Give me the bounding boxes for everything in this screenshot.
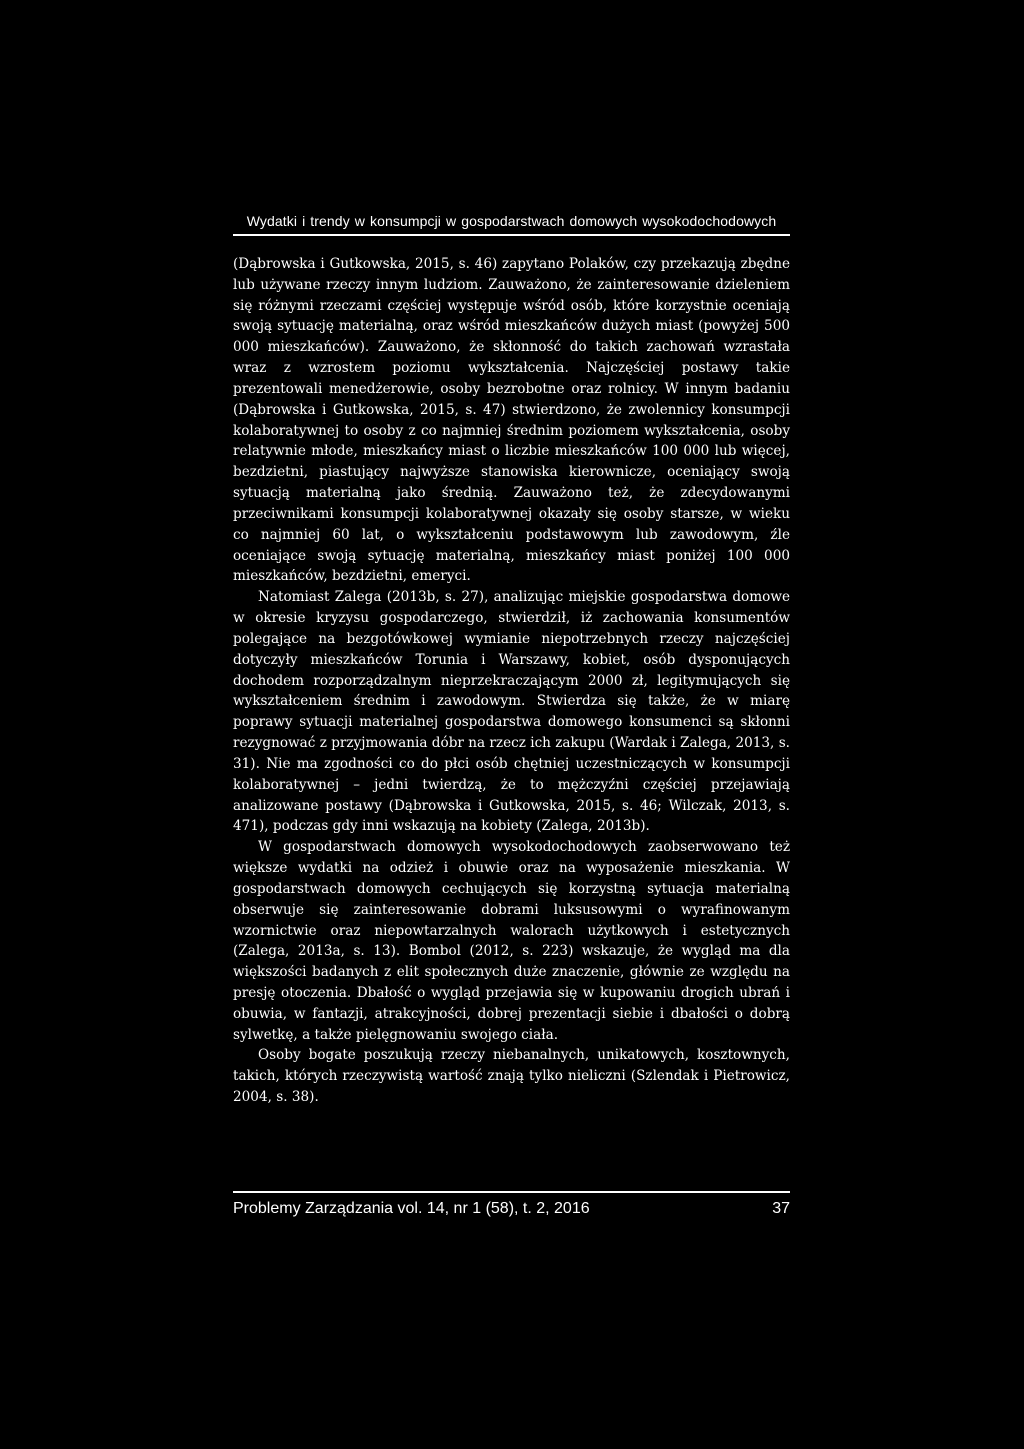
running-head: Wydatki i trendy w konsumpcji w gospodarstwach domowych wysokodochodowych [246,213,777,229]
article-body [233,254,790,1108]
paragraph-3: W gospodarstwach domowych wysokodochodowych zaobserwowano też większe wydatki na odzież i obuwie oraz na wyposażenie mieszkania. W gospodarstwach domowych cechujących się korzystną sytuacja materialną obserwuje się zainteresowanie dobrami luksusowymi o wyrafinowanym wzornictwie oraz niepowtarzalnych walorach użytkowych i estetycznych (Zalega, 2013a, s. 13). Bombol (2012, s. 223) wskazuje, że wygląd ma dla większości badanych z elit społecznych duże znaczenie, głównie ze względu na presję otoczenia. Dbałość o wygląd przejawia się w kupowaniu drogich ubrań i obuwia, w fantazji, atrakcyjności, dobrej prezentacji siebie i dbałości o dobrą sylwetkę, a także pielęgnowaniu swojego ciała. [233,839,790,1043]
footer-rule [233,1191,790,1193]
header-rule [233,234,790,236]
paragraph-2: Natomiast Zalega (2013b, s. 27), analizując miejskie gospodarstwa domowe w okresie kryzysu gospodarczego, stwierdził, iż zachowania konsumentów polegające na bezgotówkowej wymianie niepotrzebnych rzeczy najczęściej dotyczyły mieszkańców Torunia i Warszawy, kobiet, osób dysponujących dochodem rozporządzalnym nieprzekraczającym 2000 zł, legitymujących się wykształceniem średnim i zawodowym. Stwierdza się także, że w miarę poprawy sytuacji materialnej gospodarstwa domowego konsumenci są skłonni rezygnować z przyjmowania dóbr na rzecz ich zakupu (Wardak i Zalega, 2013, s. 31). Nie ma zgodności co do płci osób chętniej uczestniczących w konsumpcji kolaboratywnej – jedni twierdzą, że to mężczyźni częściej przejawiają analizowane postawy (Dąbrowska i Gutkowska, 2015, s. 46; Wilczak, 2013, s. 471), podczas gdy inni wskazują na kobiety (Zalega, 2013b). [233,589,790,835]
page-number: 37 [772,1200,790,1217]
paragraph-4: Osoby bogate poszukują rzeczy niebanalnych, unikatowych, kosztownych, takich, których rzeczywistą wartość znają tylko nieliczni (Szlendak i Pietrowicz, 2004, s. 38). [233,1047,790,1106]
page-footer [233,1200,790,1224]
paragraph-1: (Dąbrowska i Gutkowska, 2015, s. 46) zapytano Polaków, czy przekazują zbędne lub używane rzeczy innym ludziom. Zauważono, że zainteresowanie dzieleniem się różnymi rzeczami częściej występuje wśród osób, które korzystnie oceniają swoją sytuację materialną, oraz wśród mieszkańców dużych miast (powyżej 500 000 mieszkańców). Zauważono, że skłonność do takich zachowań wzrastała wraz z wzrostem poziomu wykształcenia. Najczęściej postawy takie prezentowali menedżerowie, osoby bezrobotne oraz rolnicy. W innym badaniu (Dąbrowska i Gutkowska, 2015, s. 47) stwierdzono, że zwolennicy konsumpcji kolaboratywnej to osoby z co najmniej średnim poziomem wykształcenia, osoby relatywnie młode, mieszkańcy miast o liczbie mieszkańców 100 000 lub więcej, bezdzietni, piastujący najwyższe stanowiska kierownicze, oceniający swoją sytuacją materialną jako średnią. Zauważono też, że zdecydowanymi przeciwnikami konsumpcji kolaboratywnej okazały się osoby starsze, w wieku co najmniej 60 lat, o wykształceniu podstawowym lub zawodowym, źle oceniające swoją sytuację materialną, mieszkańcy miast poniżej 100 000 mieszkańców, bezdzietni, emeryci. [233,256,790,585]
journal-page [233,0,790,1449]
journal-citation: Problemy Zarządzania vol. 14, nr 1 (58), t. 2, 2016 [233,1200,590,1217]
